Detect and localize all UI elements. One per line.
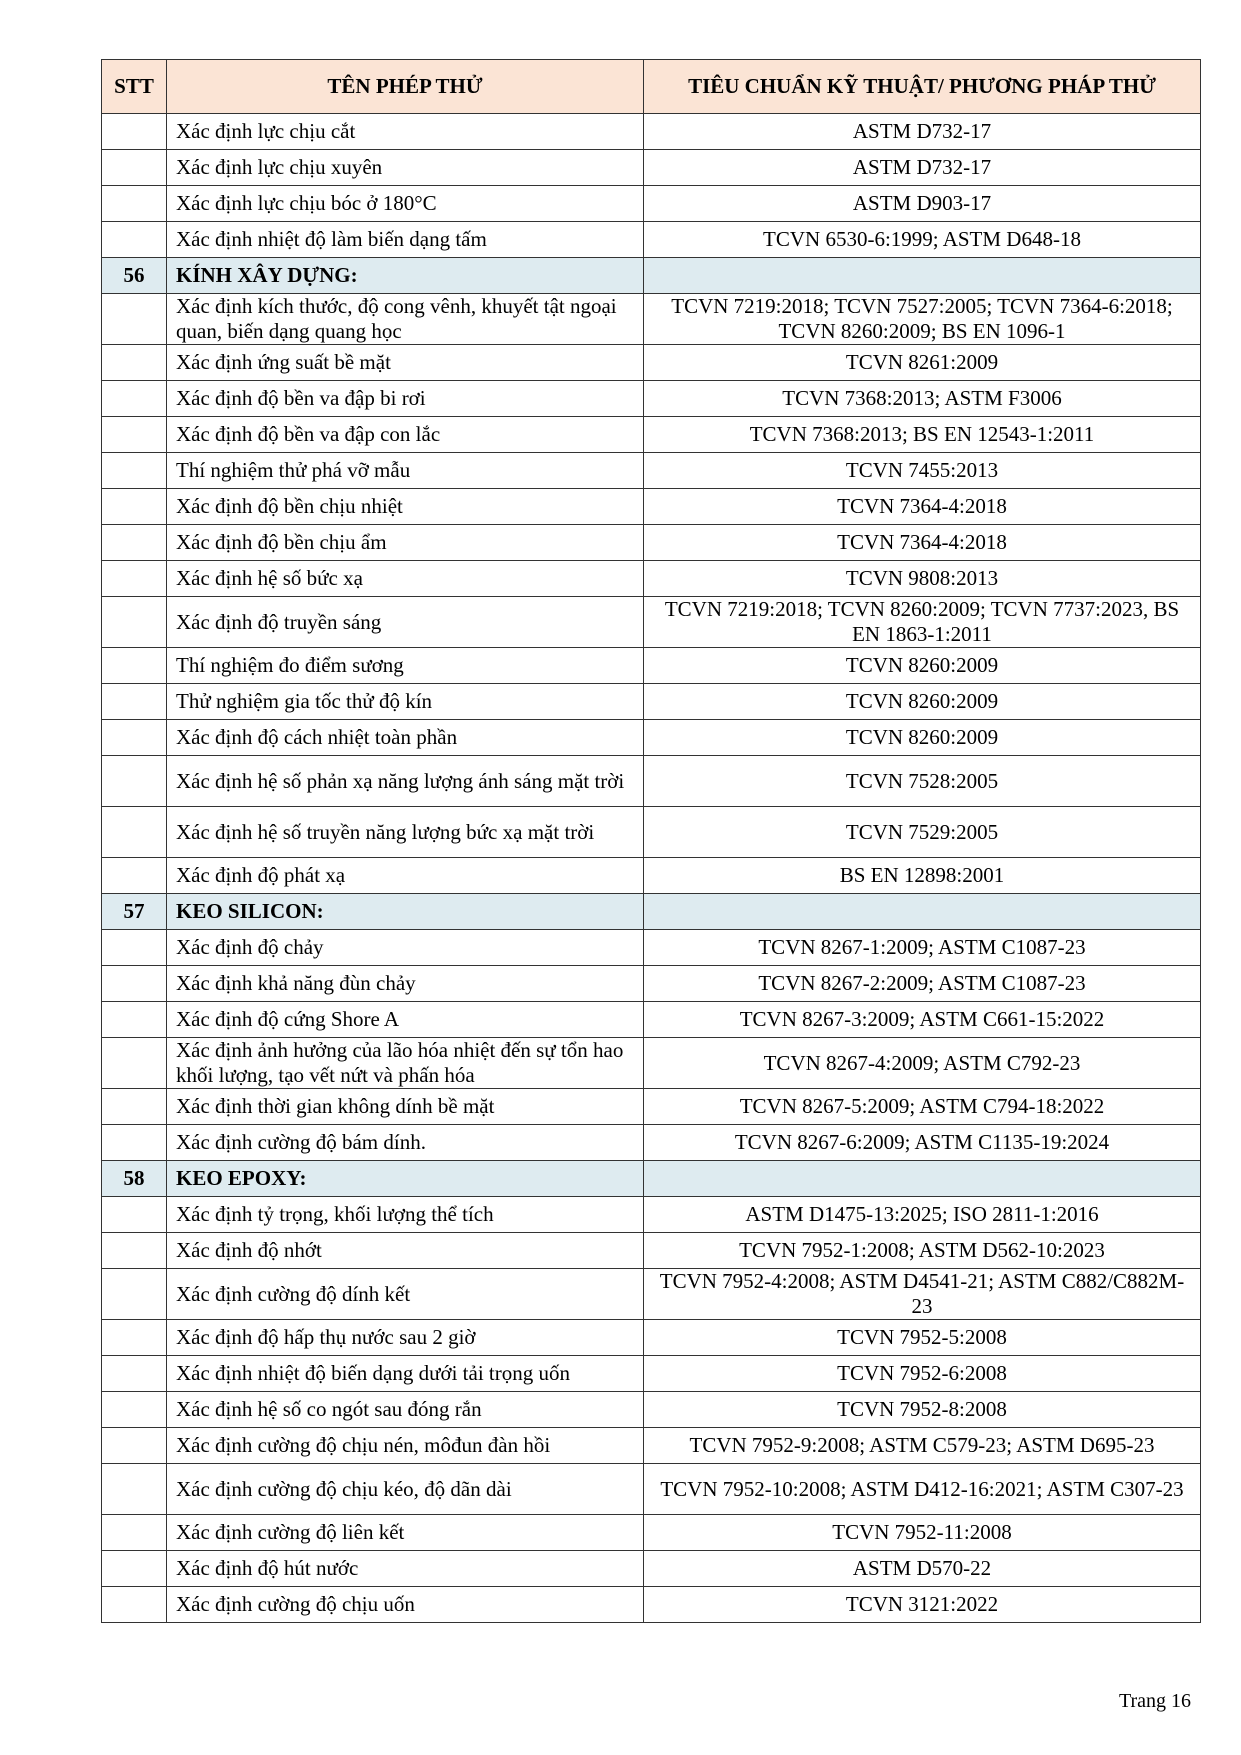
stt-cell [102,489,167,525]
table-row [102,1269,1201,1320]
stt-cell [102,453,167,489]
stt-cell [102,114,167,150]
table-row [102,1038,1201,1089]
table-row [102,720,1201,756]
test-name-cell: Xác định độ hấp thụ nước sau 2 giờ [167,1320,644,1356]
standard-cell: TCVN 7364-4:2018 [644,489,1201,525]
standard-cell: TCVN 7219:2018; TCVN 8260:2009; TCVN 7737:2023, BS EN 1863-1:2011 [644,597,1201,648]
standard-cell: TCVN 3121:2022 [644,1587,1201,1623]
stt-cell [102,525,167,561]
standard-cell: ASTM D570-22 [644,1551,1201,1587]
test-name-cell: Xác định cường độ liên kết [167,1515,644,1551]
standard-cell: TCVN 7952-9:2008; ASTM C579-23; ASTM D695-23 [644,1428,1201,1464]
table-row [102,1089,1201,1125]
test-name-cell: Xác định cường độ chịu kéo, độ dãn dài [167,1464,644,1515]
table-row [102,684,1201,720]
stt-cell [102,1089,167,1125]
test-name-cell: Xác định hệ số truyền năng lượng bức xạ mặt trời [167,807,644,858]
table-row [102,114,1201,150]
test-name-cell: Xác định độ bền chịu nhiệt [167,489,644,525]
standard-cell: TCVN 7368:2013; ASTM F3006 [644,381,1201,417]
table-row [102,1320,1201,1356]
test-name-cell: Xác định độ cách nhiệt toàn phần [167,720,644,756]
standard-cell: ASTM D1475-13:2025; ISO 2811-1:2016 [644,1197,1201,1233]
stt-cell [102,1038,167,1089]
test-standards-table [101,59,1201,1623]
table-row [102,417,1201,453]
stt-cell [102,345,167,381]
standard-cell: TCVN 7952-8:2008 [644,1392,1201,1428]
standard-cell: TCVN 8267-5:2009; ASTM C794-18:2022 [644,1089,1201,1125]
stt-cell [102,930,167,966]
group-header-row [102,258,1201,294]
standard-cell: ASTM D903-17 [644,186,1201,222]
table-row [102,453,1201,489]
table-row [102,1428,1201,1464]
stt-cell [102,1269,167,1320]
group-title: KEO EPOXY: [167,1161,644,1197]
header-stt: STT [102,60,167,114]
stt-cell [102,1125,167,1161]
table-row [102,561,1201,597]
test-name-cell: Xác định cường độ chịu uốn [167,1587,644,1623]
table-row [102,1551,1201,1587]
stt-cell [102,807,167,858]
table-row [102,150,1201,186]
stt-cell [102,222,167,258]
standard-cell: TCVN 7368:2013; BS EN 12543-1:2011 [644,417,1201,453]
test-name-cell: Xác định độ nhớt [167,1233,644,1269]
group-title: KEO SILICON: [167,894,644,930]
table-body [102,114,1201,1623]
table-row [102,525,1201,561]
test-name-cell: Xác định cường độ bám dính. [167,1125,644,1161]
stt-cell [102,1464,167,1515]
group-number: 57 [102,894,167,930]
stt-cell [102,756,167,807]
table-row [102,1356,1201,1392]
table-row [102,1233,1201,1269]
group-number: 58 [102,1161,167,1197]
stt-cell [102,1428,167,1464]
standard-cell: TCVN 7455:2013 [644,453,1201,489]
stt-cell [102,1551,167,1587]
table-row [102,597,1201,648]
test-name-cell: Xác định cường độ chịu nén, môđun đàn hồi [167,1428,644,1464]
test-name-cell: Xác định kích thước, độ cong vênh, khuyết tật ngoại quan, biến dạng quang học [167,294,644,345]
page-number: Trang 16 [1118,1690,1191,1712]
stt-cell [102,648,167,684]
standard-cell: TCVN 7952-11:2008 [644,1515,1201,1551]
stt-cell [102,561,167,597]
stt-cell [102,150,167,186]
table-header-row [102,60,1201,114]
standard-cell: TCVN 9808:2013 [644,561,1201,597]
stt-cell [102,186,167,222]
test-name-cell: Xác định độ bền chịu ẩm [167,525,644,561]
test-name-cell: Xác định độ hút nước [167,1551,644,1587]
stt-cell [102,294,167,345]
test-name-cell: Xác định ứng suất bề mặt [167,345,644,381]
standard-cell: TCVN 8260:2009 [644,684,1201,720]
group-title: KÍNH XÂY DỰNG: [167,258,644,294]
test-name-cell: Xác định nhiệt độ biến dạng dưới tải trọng uốn [167,1356,644,1392]
test-name-cell: Xác định độ truyền sáng [167,597,644,648]
test-name-cell: Xác định độ bền va đập con lắc [167,417,644,453]
standard-cell: TCVN 8267-1:2009; ASTM C1087-23 [644,930,1201,966]
stt-cell [102,1515,167,1551]
standard-cell: BS EN 12898:2001 [644,858,1201,894]
table-row [102,294,1201,345]
table-row [102,1515,1201,1551]
standard-cell: TCVN 7952-1:2008; ASTM D562-10:2023 [644,1233,1201,1269]
table-row [102,1197,1201,1233]
stt-cell [102,1392,167,1428]
standard-cell: ASTM D732-17 [644,150,1201,186]
test-name-cell: Xác định độ cứng Shore A [167,1002,644,1038]
test-name-cell: Xác định hệ số phản xạ năng lượng ánh sáng mặt trời [167,756,644,807]
standard-cell: TCVN 6530-6:1999; ASTM D648-18 [644,222,1201,258]
test-name-cell: Xác định độ phát xạ [167,858,644,894]
stt-cell [102,1197,167,1233]
group-empty-cell [644,894,1201,930]
stt-cell [102,858,167,894]
table-row [102,345,1201,381]
test-name-cell: Xác định khả năng đùn chảy [167,966,644,1002]
group-empty-cell [644,1161,1201,1197]
stt-cell [102,597,167,648]
group-empty-cell [644,258,1201,294]
standard-cell: TCVN 7952-4:2008; ASTM D4541-21; ASTM C882/C882M-23 [644,1269,1201,1320]
stt-cell [102,684,167,720]
header-test-name: TÊN PHÉP THỬ [167,60,644,114]
stt-cell [102,1320,167,1356]
test-name-cell: Xác định thời gian không dính bề mặt [167,1089,644,1125]
standard-cell: ASTM D732-17 [644,114,1201,150]
table-row [102,756,1201,807]
stt-cell [102,1233,167,1269]
standard-cell: TCVN 7219:2018; TCVN 7527:2005; TCVN 7364-6:2018; TCVN 8260:2009; BS EN 1096-1 [644,294,1201,345]
stt-cell [102,1356,167,1392]
table-row [102,858,1201,894]
standard-cell: TCVN 8267-3:2009; ASTM C661-15:2022 [644,1002,1201,1038]
table-row [102,930,1201,966]
standard-cell: TCVN 7529:2005 [644,807,1201,858]
test-name-cell: Xác định lực chịu bóc ở 180°C [167,186,644,222]
stt-cell [102,381,167,417]
stt-cell [102,417,167,453]
standard-cell: TCVN 7952-6:2008 [644,1356,1201,1392]
standard-cell: TCVN 8260:2009 [644,648,1201,684]
table-row [102,222,1201,258]
group-header-row [102,894,1201,930]
table-row [102,381,1201,417]
test-name-cell: Xác định lực chịu cắt [167,114,644,150]
standard-cell: TCVN 8261:2009 [644,345,1201,381]
standard-cell: TCVN 8267-4:2009; ASTM C792-23 [644,1038,1201,1089]
standard-cell: TCVN 7364-4:2018 [644,525,1201,561]
standard-cell: TCVN 7528:2005 [644,756,1201,807]
standard-cell: TCVN 8260:2009 [644,720,1201,756]
test-name-cell: Xác định tỷ trọng, khối lượng thể tích [167,1197,644,1233]
group-number: 56 [102,258,167,294]
table-row [102,1587,1201,1623]
stt-cell [102,966,167,1002]
standard-cell: TCVN 8267-2:2009; ASTM C1087-23 [644,966,1201,1002]
header-standard: TIÊU CHUẨN KỸ THUẬT/ PHƯƠNG PHÁP THỬ [644,60,1201,114]
table-row [102,807,1201,858]
test-name-cell: Xác định hệ số bức xạ [167,561,644,597]
test-name-cell: Xác định hệ số co ngót sau đóng rắn [167,1392,644,1428]
test-name-cell: Xác định ảnh hưởng của lão hóa nhiệt đến sự tổn hao khối lượng, tạo vết nứt và phấn hóa [167,1038,644,1089]
standard-cell: TCVN 8267-6:2009; ASTM C1135-19:2024 [644,1125,1201,1161]
table-row [102,1392,1201,1428]
table-row [102,1125,1201,1161]
table-row [102,966,1201,1002]
table-row [102,489,1201,525]
test-name-cell: Thí nghiệm đo điểm sương [167,648,644,684]
test-name-cell: Thí nghiệm thử phá vỡ mẫu [167,453,644,489]
table-row [102,648,1201,684]
test-name-cell: Xác định độ bền va đập bi rơi [167,381,644,417]
test-name-cell: Xác định lực chịu xuyên [167,150,644,186]
test-name-cell: Thử nghiệm gia tốc thử độ kín [167,684,644,720]
test-name-cell: Xác định nhiệt độ làm biến dạng tấm [167,222,644,258]
standard-cell: TCVN 7952-5:2008 [644,1320,1201,1356]
standard-cell: TCVN 7952-10:2008; ASTM D412-16:2021; ASTM C307-23 [644,1464,1201,1515]
table-row [102,186,1201,222]
table-row [102,1464,1201,1515]
stt-cell [102,1587,167,1623]
stt-cell [102,720,167,756]
table-row [102,1002,1201,1038]
test-name-cell: Xác định cường độ dính kết [167,1269,644,1320]
stt-cell [102,1002,167,1038]
group-header-row [102,1161,1201,1197]
test-name-cell: Xác định độ chảy [167,930,644,966]
